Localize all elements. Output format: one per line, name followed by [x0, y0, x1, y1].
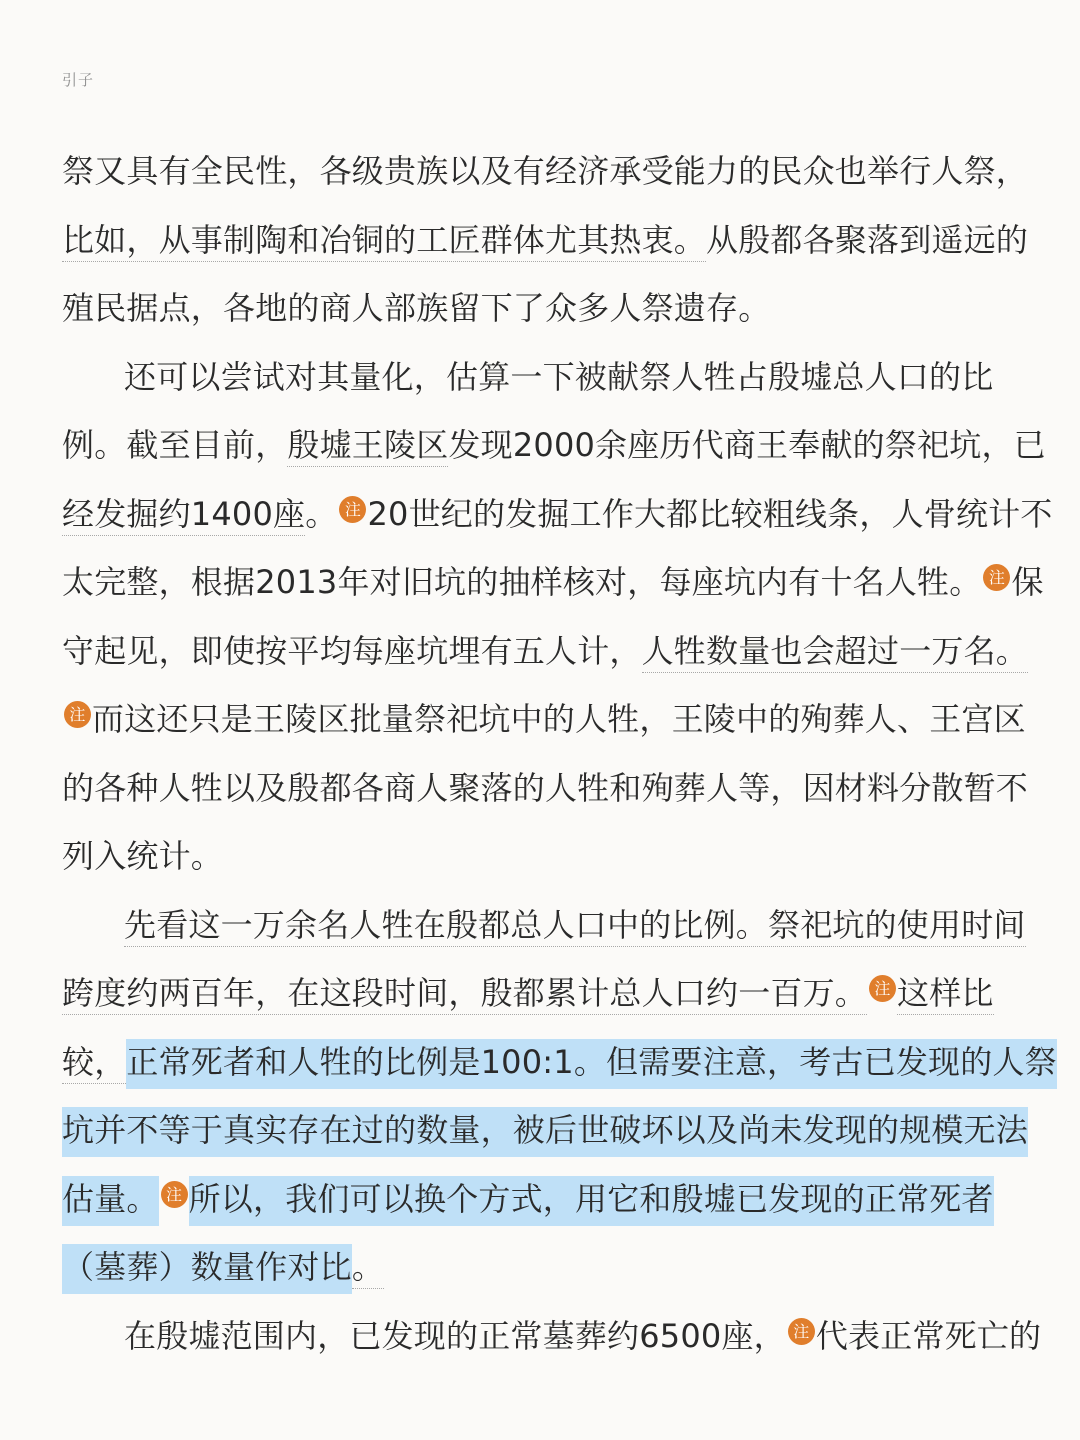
- text-line[interactable]: [62, 831, 223, 881]
- footnote-badge-icon[interactable]: 注: [339, 496, 366, 523]
- text-segment: 发现2000余座历代商王奉献的祭祀坑，已: [448, 426, 1046, 464]
- text-line[interactable]: [62, 1037, 1057, 1087]
- text-segment: 太完整，根据2013年对旧坑的抽样核对，每座坑内有十名人牲。: [62, 563, 982, 601]
- text-segment: 例。截至目前，: [62, 426, 288, 464]
- text-segment: 而这还只是王陵区批量祭祀坑中的人牲，王陵中的殉葬人、王宫区: [92, 700, 1026, 738]
- text-line[interactable]: [62, 763, 1028, 813]
- text-segment: 守起见，即使按平均每座坑埋有五人计，: [62, 631, 642, 670]
- text-segment: 殖民据点，各地的商人部族留下了众多人祭遗存。: [62, 289, 771, 327]
- text-line[interactable]: [124, 1311, 1041, 1361]
- text-segment: 列入统计。: [62, 837, 224, 875]
- underlined-text-segment[interactable]: 殷墟王陵区: [287, 426, 448, 467]
- highlighted-text-segment[interactable]: 正常死者和人牲的比例是100:1。但需要注意，考古已发现的人祭: [126, 1039, 1056, 1089]
- footnote-badge-icon[interactable]: 注: [161, 1181, 188, 1208]
- highlighted-text-segment[interactable]: 估量。: [62, 1176, 159, 1226]
- text-segment: 还可以尝试对其量化，估算一下被献祭人牲占殷墟总人口的比: [124, 357, 994, 396]
- text-line[interactable]: [62, 1174, 994, 1224]
- footnote-badge-icon[interactable]: 注: [983, 564, 1010, 591]
- text-line[interactable]: [124, 352, 993, 402]
- underlined-text-segment[interactable]: 较，: [62, 1043, 126, 1084]
- text-line[interactable]: [124, 900, 1026, 950]
- footnote-badge-icon[interactable]: 注: [64, 701, 91, 728]
- text-segment: 在殷墟范围内，已发现的正常墓葬约6500座，: [124, 1316, 786, 1355]
- highlighted-text-segment[interactable]: 所以，我们可以换个方式，用它和殷墟已发现的正常死者: [189, 1176, 994, 1226]
- footnote-badge-icon[interactable]: 注: [869, 975, 896, 1002]
- text-line[interactable]: [62, 626, 1028, 676]
- text-line[interactable]: [62, 283, 770, 333]
- underlined-text-segment[interactable]: 经发掘约1400座: [62, 495, 305, 536]
- underlined-text-segment[interactable]: 先看这一万余名人牲在殷都总人口中的比例。祭祀坑的使用时间: [124, 906, 1026, 947]
- text-line[interactable]: [62, 489, 1053, 539]
- chapter-header: 引子: [62, 71, 95, 89]
- text-segment: 。: [305, 494, 338, 533]
- text-line[interactable]: [62, 1242, 384, 1292]
- text-line[interactable]: [62, 1105, 1028, 1155]
- text-segment: 20世纪的发掘工作大都比较粗线条，人骨统计不: [367, 494, 1053, 533]
- underlined-text-segment[interactable]: 比如，从事制陶和冶铜的工匠群体尤其热衷。: [62, 221, 706, 262]
- text-segment: 祭又具有全民性，各级贵族以及有经济承受能力的民众也举行人祭，: [62, 152, 1029, 190]
- text-segment: 从殷都各聚落到遥远的: [706, 220, 1029, 259]
- highlighted-text-segment[interactable]: （墓葬）数量作对比: [62, 1244, 352, 1294]
- text-line[interactable]: [62, 557, 1044, 607]
- text-line[interactable]: [62, 420, 1046, 470]
- text-line[interactable]: [62, 968, 994, 1018]
- text-line[interactable]: [62, 215, 1028, 265]
- underlined-text-segment[interactable]: 跨度约两百年，在这段时间，殷都累计总人口约一百万。: [62, 974, 867, 1015]
- highlighted-text-segment[interactable]: 坑并不等于真实存在过的数量，被后世破坏以及尚未发现的规模无法: [62, 1107, 1028, 1157]
- text-line[interactable]: [62, 694, 1026, 744]
- footnote-badge-icon[interactable]: 注: [788, 1318, 815, 1345]
- underlined-text-segment[interactable]: 这样比: [897, 974, 994, 1015]
- underlined-text-segment[interactable]: 人牲数量也会超过一万名。: [642, 632, 1028, 673]
- text-segment: 保: [1011, 563, 1044, 601]
- text-segment: 的各种人牲以及殷都各商人聚落的人牲和殉葬人等，因材料分散暂不: [62, 768, 1029, 807]
- underlined-text-segment[interactable]: 。: [352, 1248, 384, 1289]
- text-segment: 代表正常死亡的: [815, 1316, 1042, 1355]
- text-line[interactable]: [62, 146, 1028, 196]
